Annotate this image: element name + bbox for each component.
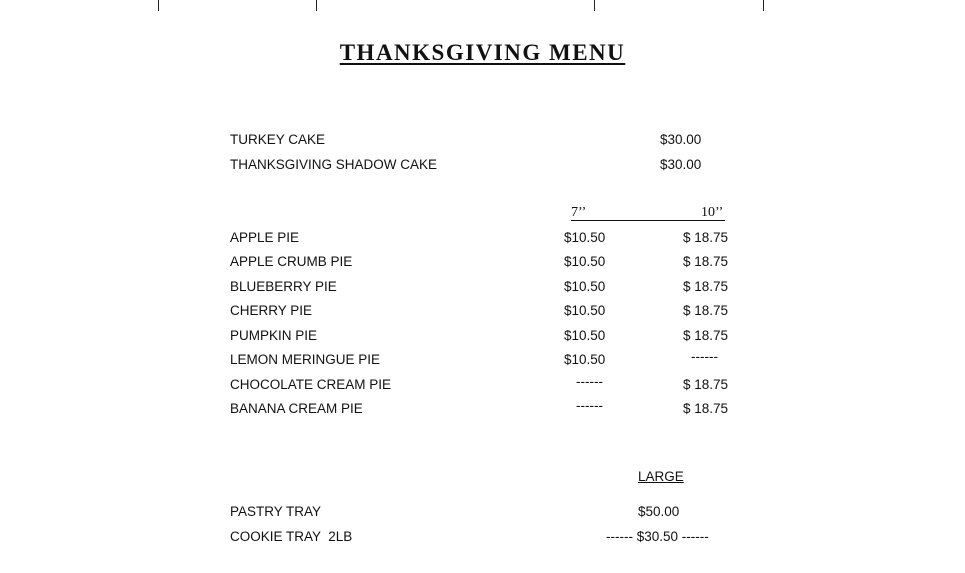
pie-name: PUMPKIN PIE	[230, 328, 318, 343]
pie-row	[0, 374, 965, 397]
pie-name: BLUEBERRY PIE	[230, 279, 337, 294]
pie-price-10: $ 18.75	[683, 279, 729, 294]
table-border-tick	[158, 0, 159, 11]
size-header-underline	[571, 220, 725, 221]
pie-name: CHOCOLATE CREAM PIE	[230, 377, 392, 392]
pie-size-header	[0, 205, 965, 225]
item-name: TURKEY CAKE	[230, 132, 326, 147]
tray-price: $50.00	[638, 504, 680, 519]
pie-price-10: $ 18.75	[683, 230, 729, 245]
pie-name: CHERRY PIE	[230, 303, 313, 318]
table-border-tick	[316, 0, 317, 11]
tray-name: COOKIE TRAY 2LB	[230, 529, 353, 544]
pie-price-7: $10.50	[564, 230, 606, 245]
pie-row	[0, 279, 965, 299]
tray-size-header: LARGE	[638, 469, 684, 484]
item-name: THANKSGIVING SHADOW CAKE	[230, 157, 438, 172]
pie-row	[0, 303, 965, 323]
pie-price-10: $ 18.75	[683, 328, 729, 343]
pie-price-7: $10.50	[564, 352, 606, 367]
tray-price: ------ $30.50 ------	[606, 529, 709, 544]
pie-row	[0, 398, 965, 421]
tray-row	[0, 504, 965, 524]
table-border-tick	[763, 0, 764, 11]
pie-row	[0, 349, 965, 372]
pie-row	[0, 254, 965, 274]
menu-item-row	[0, 132, 965, 152]
tray-size-header-row	[0, 469, 965, 489]
pie-price-10: $ 18.75	[683, 254, 729, 269]
size-10-inch-header: 10’’	[701, 205, 724, 220]
pie-price-7: $10.50	[564, 279, 606, 294]
pie-price-7: ------	[576, 398, 603, 413]
pie-price-7: ------	[576, 374, 603, 389]
menu-item-row	[0, 157, 965, 177]
menu-title: THANKSGIVING MENU	[339, 40, 626, 65]
pie-price-7: $10.50	[564, 303, 606, 318]
pie-name: APPLE CRUMB PIE	[230, 254, 353, 269]
size-7-inch-header: 7’’	[571, 205, 587, 220]
pie-price-7: $10.50	[564, 254, 606, 269]
pie-price-10: $ 18.75	[683, 303, 729, 318]
pie-row	[0, 230, 965, 250]
tray-name: PASTRY TRAY	[230, 504, 322, 519]
tray-row	[0, 529, 965, 549]
item-price: $30.00	[660, 132, 702, 147]
pie-name: BANANA CREAM PIE	[230, 401, 363, 416]
pie-price-7: $10.50	[564, 328, 606, 343]
pie-price-10: $ 18.75	[683, 401, 729, 416]
pie-price-10: ------	[691, 349, 718, 364]
pie-price-10: $ 18.75	[683, 377, 729, 392]
item-price: $30.00	[660, 157, 702, 172]
pie-name: APPLE PIE	[230, 230, 300, 245]
table-border-tick	[594, 0, 595, 11]
pie-row	[0, 328, 965, 348]
pie-name: LEMON MERINGUE PIE	[230, 352, 381, 367]
